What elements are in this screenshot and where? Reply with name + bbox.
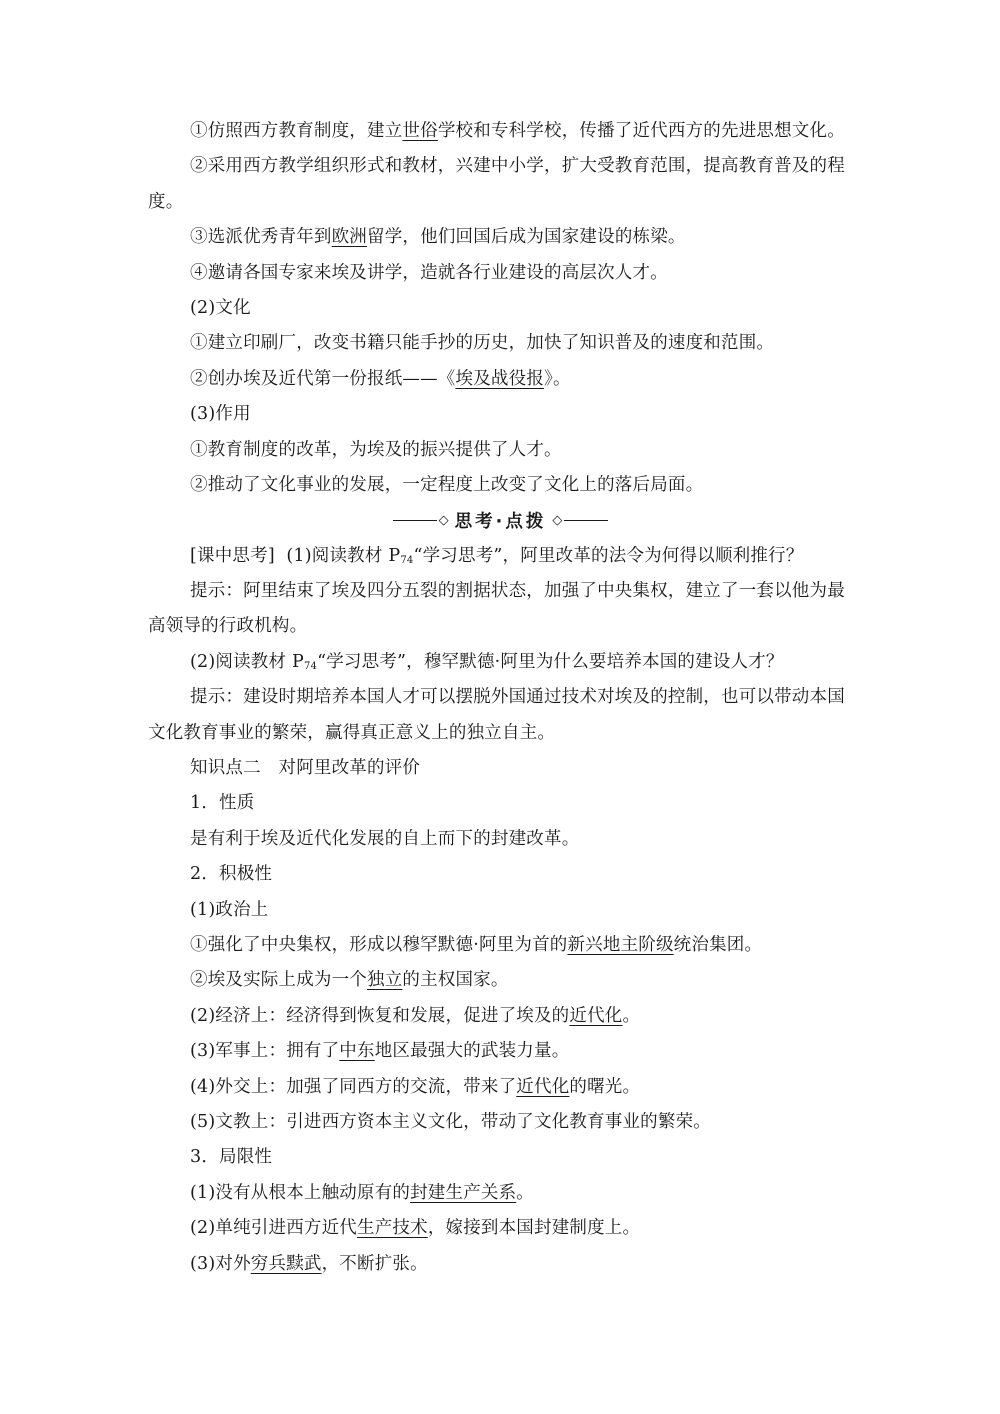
text: (2)经济上：经济得到恢复和发展，促进了埃及的 xyxy=(190,1005,570,1026)
text: 教育制度的改革，为埃及的振兴提供了人才。 xyxy=(207,439,562,460)
question-label: [课中思考] xyxy=(190,545,275,566)
knowledge-point-heading: 知识点二 对阿里改革的评价 xyxy=(190,758,421,779)
item-marker: ③ xyxy=(190,227,208,248)
document-page xyxy=(148,114,853,1282)
item-marker: ② xyxy=(190,156,208,177)
text: (1)没有从根本上触动原有的 xyxy=(190,1182,411,1203)
culture-education-item: (5)文教上：引进西方资本主义文化，带动了文化教育事业的繁荣。 xyxy=(190,1111,711,1132)
text: 的曙光。 xyxy=(569,1076,641,1097)
text: 地区最强大的武装力量。 xyxy=(374,1041,570,1062)
text: ，不断扩张。 xyxy=(321,1253,428,1274)
page-subscript: 74 xyxy=(400,554,414,566)
effect-heading: (3)作用 xyxy=(190,404,251,425)
underlined-keyword: 中东 xyxy=(339,1041,375,1062)
diamond-icon: ◇ xyxy=(438,513,449,529)
think-answer-2: 提示：建设时期培养本国人才可以摆脱外国通过技术对埃及的控制，也可以带动本国 xyxy=(190,687,845,708)
politics-item-2 xyxy=(148,963,853,998)
text: 。 xyxy=(516,1182,534,1203)
item-marker: ① xyxy=(190,934,208,955)
text: (4)外交上：加强了同西方的交流，带来了 xyxy=(190,1076,517,1097)
underlined-keyword: 独立 xyxy=(367,970,403,991)
underlined-keyword: 世俗 xyxy=(402,121,438,141)
underlined-keyword: 穷兵黩武 xyxy=(250,1253,322,1274)
underlined-keyword: 近代化 xyxy=(516,1076,570,1097)
item-marker: ④ xyxy=(190,262,208,283)
think-answer-1-continued: 高领导的行政机构。 xyxy=(148,616,308,637)
text: 统治集团。 xyxy=(673,934,763,955)
divider-rule-right xyxy=(564,520,608,521)
limit-item-3 xyxy=(148,1247,853,1282)
underlined-keyword: 生产技术 xyxy=(357,1218,428,1239)
think-question-1 xyxy=(148,539,853,574)
culture-item-1 xyxy=(148,326,853,361)
military-item xyxy=(148,1034,853,1069)
text: 的主权国家。 xyxy=(402,970,509,991)
nature-text: 是有利于埃及近代化发展的自上而下的封建改革。 xyxy=(190,828,580,849)
underlined-keyword: 欧洲 xyxy=(331,227,368,248)
effect-item-2 xyxy=(148,468,853,503)
nature-heading: 1．性质 xyxy=(190,793,255,814)
politics-item-1 xyxy=(148,928,853,963)
text: “学习思考”，阿里改革的法令为何得以顺利推行？ xyxy=(413,545,804,566)
economy-item xyxy=(148,999,853,1034)
item-marker: ① xyxy=(190,333,208,354)
text: 仿照西方教育制度，建立 xyxy=(207,121,403,141)
item-marker: ② xyxy=(190,474,208,495)
education-item-4 xyxy=(148,256,853,291)
item-marker: ① xyxy=(190,121,208,141)
text: 推动了文化事业的发展，一定程度上改变了文化上的落后局面。 xyxy=(207,474,704,495)
limit-item-1 xyxy=(148,1176,853,1211)
text: 建立印刷厂，改变书籍只能手抄的历史，加快了知识普及的速度和范围。 xyxy=(207,333,775,354)
culture-item-2 xyxy=(148,362,853,397)
education-item-3 xyxy=(148,220,853,255)
diplomacy-item xyxy=(148,1070,853,1105)
text: (2)单纯引进西方近代 xyxy=(190,1218,357,1239)
text: 。 xyxy=(622,1005,641,1026)
underlined-keyword: 近代化 xyxy=(569,1005,623,1026)
divider-title: 思考·点拨 xyxy=(454,512,547,533)
text: (3)对外 xyxy=(190,1253,251,1274)
effect-item-1 xyxy=(148,433,853,468)
underlined-keyword: 埃及战役报 xyxy=(455,368,545,389)
text: 度。 xyxy=(148,191,184,212)
divider-rule-left xyxy=(393,520,437,521)
education-item-1 xyxy=(148,114,853,149)
text: 》。 xyxy=(544,368,571,389)
positive-heading: 2．积极性 xyxy=(190,864,273,885)
underlined-keyword: 封建生产关系 xyxy=(410,1182,517,1203)
education-item-2-continued xyxy=(148,185,853,220)
think-question-2 xyxy=(148,645,853,680)
think-answer-1: 提示：阿里结束了埃及四分五裂的割据状态，加强了中央集权，建立了一套以他为最 xyxy=(190,581,845,602)
text: “学习思考”，穆罕默德·阿里为什么要培养本国的建设人才？ xyxy=(317,651,784,672)
text: (1)阅读教材 P xyxy=(286,545,401,566)
text: (3)军事上：拥有了 xyxy=(190,1041,340,1062)
politics-heading: (1)政治上 xyxy=(190,899,269,920)
item-marker: ② xyxy=(190,368,208,389)
text: 选派优秀青年到 xyxy=(207,227,332,248)
item-marker: ② xyxy=(190,970,208,991)
culture-heading: (2)文化 xyxy=(190,297,251,318)
text: 采用西方教学组织形式和教材，兴建中小学，扩大受教育范围，提高教育普及的程 xyxy=(207,156,845,177)
think-answer-2-continued: 文化教育事业的繁荣，赢得真正意义上的独立自主。 xyxy=(148,722,556,743)
limit-item-2 xyxy=(148,1211,853,1246)
text: ，嫁接到本国封建制度上。 xyxy=(427,1218,641,1239)
text: 强化了中央集权，形成以穆罕默德·阿里为首的 xyxy=(207,934,568,955)
text: 邀请各国专家来埃及讲学，造就各行业建设的高层次人才。 xyxy=(207,262,668,283)
text: 创办埃及近代第一份报纸——《 xyxy=(207,368,456,389)
diamond-icon: ◇ xyxy=(552,513,563,529)
limit-heading: 3．局限性 xyxy=(190,1147,273,1168)
underlined-keyword: 新兴地主阶级 xyxy=(567,934,674,955)
text: (2)阅读教材 P xyxy=(190,651,304,672)
education-item-2 xyxy=(148,149,853,184)
item-marker: ① xyxy=(190,439,208,460)
section-divider xyxy=(148,503,853,538)
text: 留学，他们回国后成为国家建设的栋梁。 xyxy=(367,227,686,248)
text: 学校和专科学校，传播了近代西方的先进思想文化。 xyxy=(437,121,845,141)
page-subscript: 74 xyxy=(303,660,318,672)
text: 埃及实际上成为一个 xyxy=(207,970,368,991)
